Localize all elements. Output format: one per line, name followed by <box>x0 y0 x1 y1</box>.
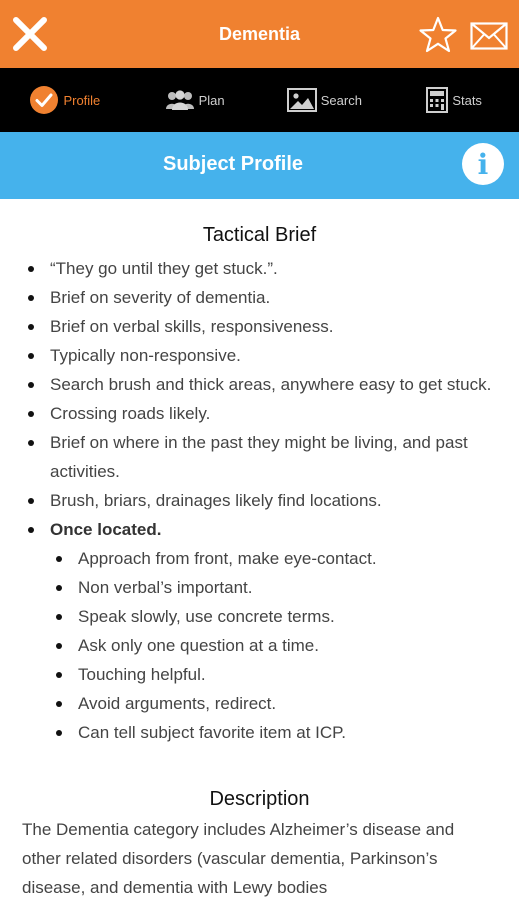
checkmark-circle-icon <box>29 85 59 115</box>
star-icon[interactable] <box>418 15 458 55</box>
list-item: Speak slowly, use concrete terms. <box>0 602 519 631</box>
tab-bar <box>0 68 519 132</box>
tab-search[interactable] <box>260 68 390 132</box>
list-item: Approach from front, make eye-contact. <box>0 544 519 573</box>
tab-profile[interactable] <box>0 68 130 132</box>
list-item: Ask only one question at a time. <box>0 631 519 660</box>
description-title: Description <box>209 788 310 810</box>
tab-plan-label: Plan <box>198 92 225 108</box>
people-icon <box>165 89 195 111</box>
section-title: Subject Profile <box>162 153 304 175</box>
calculator-icon <box>426 87 448 113</box>
list-item: Crossing roads likely. <box>0 399 519 428</box>
once-located-heading: Once located. <box>0 515 519 544</box>
content-area[interactable] <box>0 199 519 900</box>
list-item: Touching helpful. <box>0 660 519 689</box>
list-item: Brief on where in the past they might be living, and past activities. <box>0 428 519 486</box>
list-item: Typically non-responsive. <box>0 341 519 370</box>
tactical-brief-list <box>0 254 519 747</box>
list-item: “They go until they get stuck.”. <box>0 254 519 283</box>
image-icon <box>287 88 317 112</box>
info-symbol: i <box>477 148 489 181</box>
tab-stats-label: Stats <box>452 92 482 108</box>
section-header <box>0 132 519 199</box>
list-item: Brief on severity of dementia. <box>0 283 519 312</box>
tactical-brief-title: Tactical Brief <box>202 224 317 246</box>
info-icon[interactable] <box>462 143 504 185</box>
description-text: The Dementia category includes Alzheimer’s disease and other related disorders (vascular dementia, Parkinson’s disease, and dementia with Lewy bodies <box>22 820 455 897</box>
tab-stats[interactable] <box>389 68 519 132</box>
list-item: Search brush and thick areas, anywhere easy to get stuck. <box>0 370 519 399</box>
list-item: Brief on verbal skills, responsiveness. <box>0 312 519 341</box>
list-item: Brush, briars, drainages likely find locations. <box>0 486 519 515</box>
list-item: Can tell subject favorite item at ICP. <box>0 718 519 747</box>
tab-profile-label: Profile <box>63 92 101 108</box>
page-title: Dementia <box>218 24 301 44</box>
tab-plan[interactable] <box>130 68 260 132</box>
once-located-list <box>0 544 519 747</box>
mail-icon[interactable] <box>470 22 508 50</box>
list-item: Avoid arguments, redirect. <box>0 689 519 718</box>
tab-search-label: Search <box>320 92 362 108</box>
top-bar <box>0 0 519 68</box>
list-item: Non verbal’s important. <box>0 573 519 602</box>
